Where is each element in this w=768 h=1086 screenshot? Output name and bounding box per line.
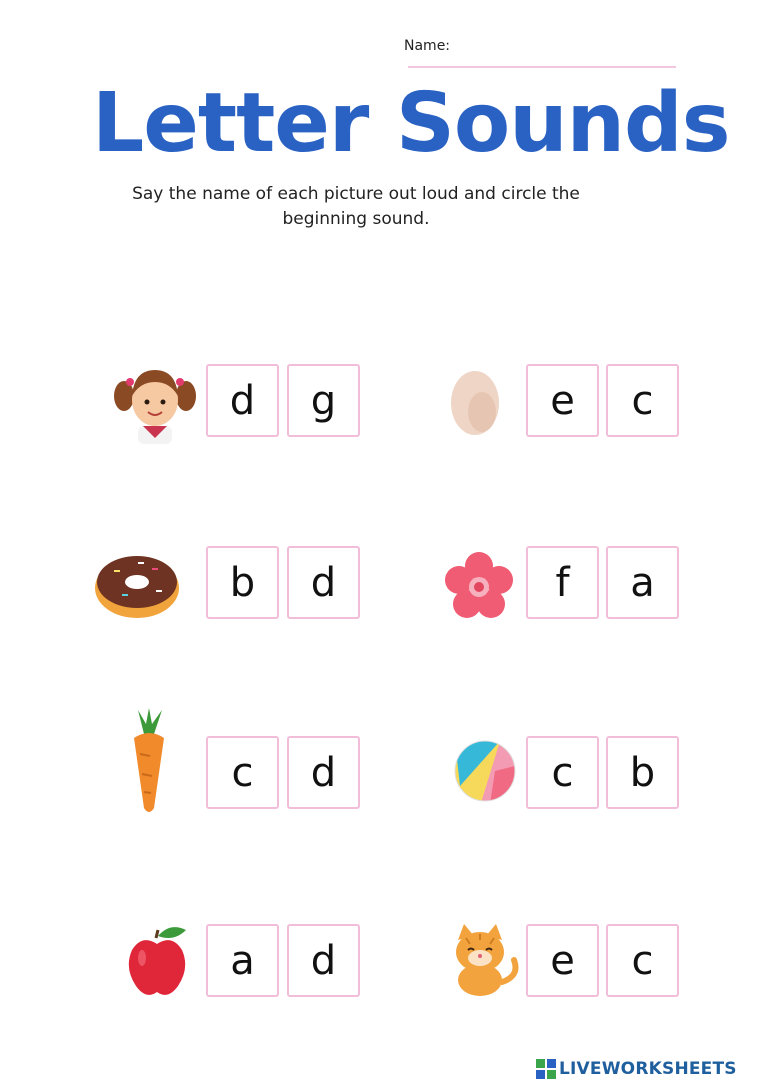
girl-icon xyxy=(110,356,200,446)
option-box[interactable]: g xyxy=(287,364,360,437)
option-box[interactable]: e xyxy=(526,364,599,437)
ball-icon xyxy=(440,726,530,816)
name-field[interactable] xyxy=(408,66,676,68)
option-box[interactable]: c xyxy=(206,736,279,809)
option-box[interactable]: c xyxy=(606,364,679,437)
name-label: Name: xyxy=(404,38,451,54)
option-box[interactable]: d xyxy=(206,364,279,437)
option-box[interactable]: d xyxy=(287,924,360,997)
option-box[interactable]: c xyxy=(606,924,679,997)
liveworksheets-logo xyxy=(536,1059,737,1079)
apple-icon xyxy=(112,916,202,1006)
instructions: Say the name of each picture out loud and circle the beginning sound. xyxy=(132,184,580,229)
page-title: Letter Sounds xyxy=(92,76,730,171)
option-box[interactable]: a xyxy=(606,546,679,619)
carrot-icon xyxy=(104,704,194,794)
donut-icon xyxy=(92,538,182,628)
liveworksheets-mark-icon xyxy=(536,1059,556,1079)
option-box[interactable]: d xyxy=(287,736,360,809)
option-box[interactable]: a xyxy=(206,924,279,997)
cat-icon xyxy=(436,916,526,1006)
option-box[interactable]: e xyxy=(526,924,599,997)
brand-name: LIVEWORKSHEETS xyxy=(559,1059,737,1079)
option-box[interactable]: c xyxy=(526,736,599,809)
option-box[interactable]: d xyxy=(287,546,360,619)
option-box[interactable]: f xyxy=(526,546,599,619)
flower-icon xyxy=(434,542,524,632)
egg-icon xyxy=(430,356,520,446)
option-box[interactable]: b xyxy=(206,546,279,619)
option-box[interactable]: b xyxy=(606,736,679,809)
